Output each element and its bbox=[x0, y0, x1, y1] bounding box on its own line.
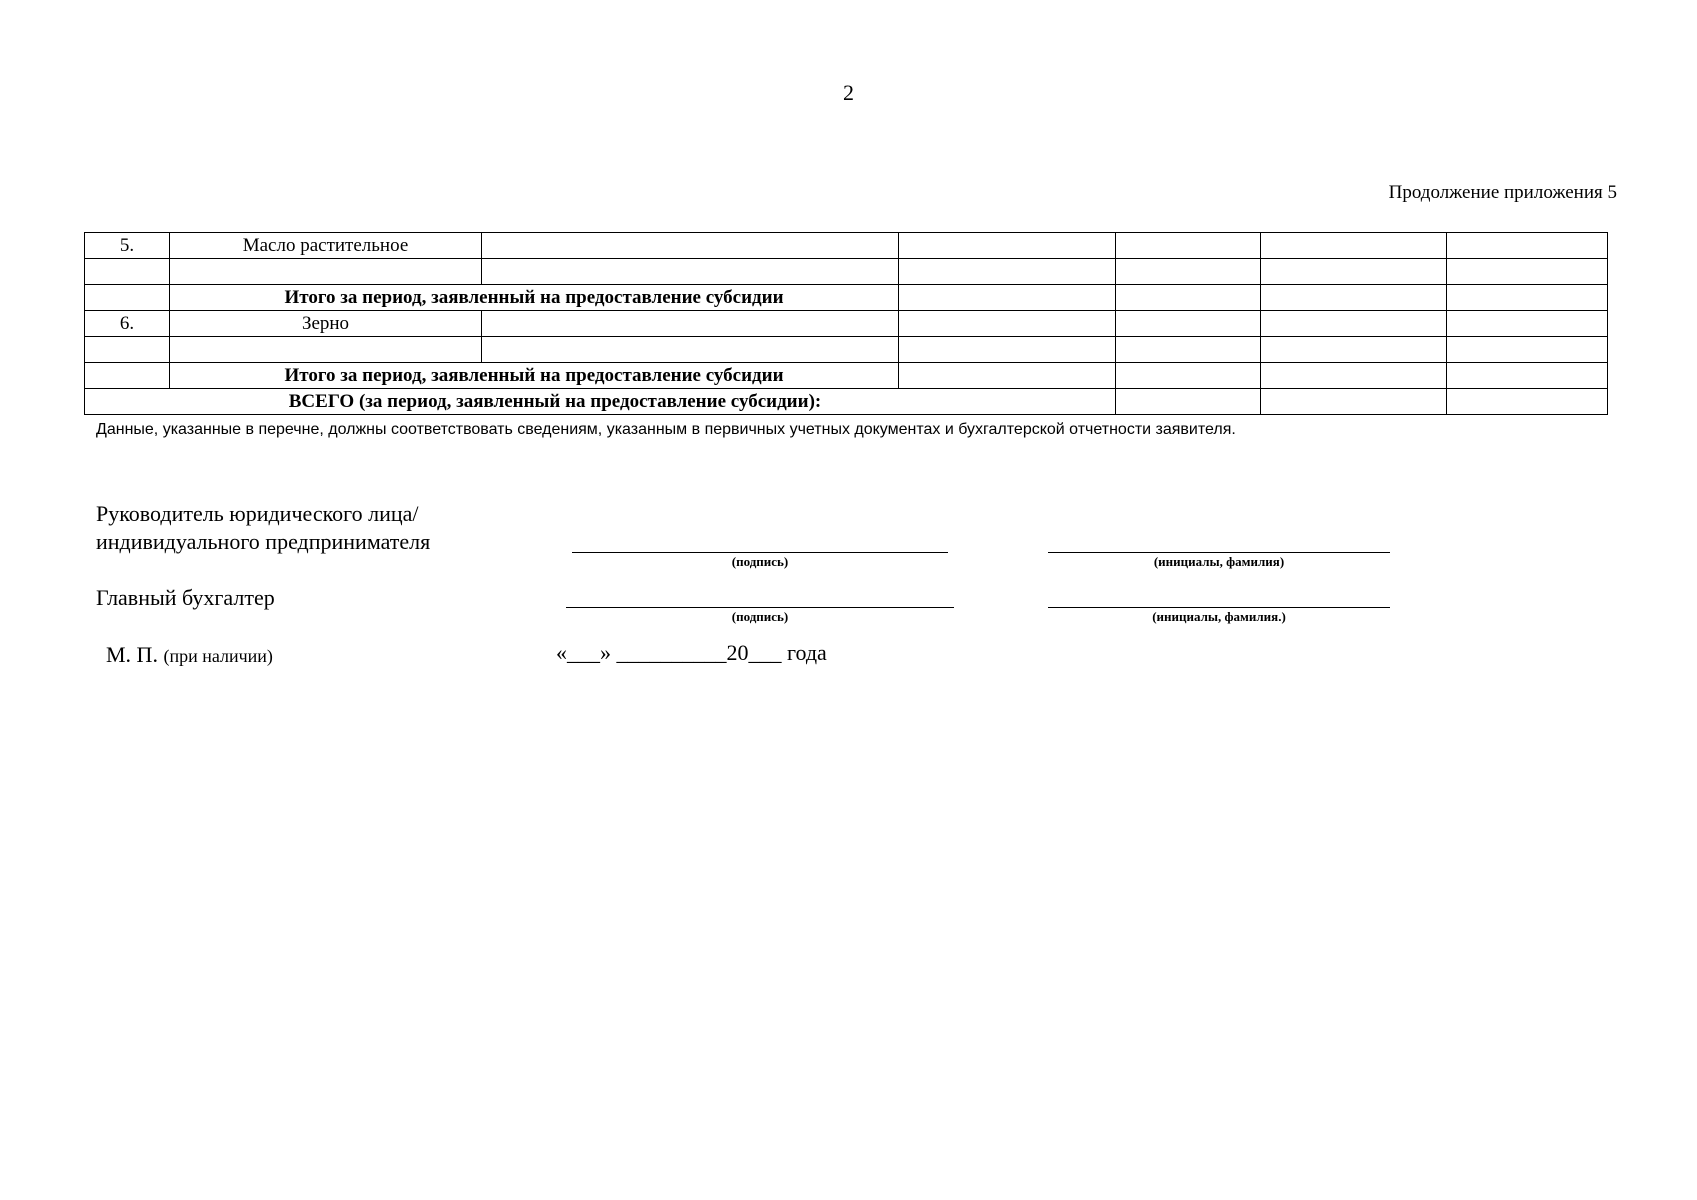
table-cell bbox=[1447, 259, 1608, 285]
accountant-signature-line[interactable] bbox=[566, 607, 954, 608]
table-row bbox=[85, 337, 1608, 363]
table-cell bbox=[1116, 389, 1261, 415]
row-number-cell: 6. bbox=[85, 311, 170, 337]
accountant-title: Главный бухгалтер bbox=[96, 585, 275, 610]
subtotal-row bbox=[85, 285, 1608, 311]
page-number: 2 bbox=[843, 80, 854, 105]
date-field[interactable]: «___» __________20___ года bbox=[556, 640, 827, 665]
signature-caption: (подпись) bbox=[731, 554, 789, 569]
table-row bbox=[85, 311, 1608, 337]
head-signature-line[interactable] bbox=[572, 552, 948, 553]
table-cell bbox=[1116, 337, 1261, 363]
table-cell bbox=[1261, 259, 1447, 285]
table-cell bbox=[1116, 311, 1261, 337]
head-title-line1: Руководитель юридического лица/ bbox=[96, 501, 419, 526]
table-cell bbox=[1116, 363, 1261, 389]
table-cell bbox=[1261, 389, 1447, 415]
table-cell bbox=[1261, 285, 1447, 311]
table-cell bbox=[1447, 233, 1608, 259]
table-cell bbox=[1116, 285, 1261, 311]
table-cell bbox=[899, 311, 1116, 337]
table-cell bbox=[899, 337, 1116, 363]
table-cell bbox=[1261, 337, 1447, 363]
table-cell bbox=[899, 363, 1116, 389]
table-cell bbox=[170, 259, 482, 285]
table-cell bbox=[1261, 363, 1447, 389]
table-cell bbox=[85, 285, 170, 311]
head-name-line[interactable] bbox=[1048, 552, 1390, 553]
footnote: Данные, указанные в перечне, должны соответствовать сведениям, указанным в первичных учетных документах и бухгалтерской отчетности заявителя. bbox=[96, 421, 1236, 438]
table-cell bbox=[1447, 311, 1608, 337]
subtotal-label: Итого за период, заявленный на предоставление субсидии bbox=[170, 363, 899, 389]
row-number-cell: 5. bbox=[85, 233, 170, 259]
subtotal-label: Итого за период, заявленный на предоставление субсидии bbox=[170, 285, 899, 311]
head-title-line2: индивидуального предпринимателя bbox=[96, 529, 431, 554]
accountant-name-line[interactable] bbox=[1048, 607, 1390, 608]
table-cell bbox=[1447, 337, 1608, 363]
table-cell bbox=[482, 311, 899, 337]
table-cell bbox=[1447, 389, 1608, 415]
stamp-place bbox=[106, 642, 273, 668]
stamp-label: М. П. bbox=[106, 642, 158, 667]
stamp-qualifier: (при наличии) bbox=[163, 646, 273, 666]
table-cell bbox=[1261, 311, 1447, 337]
grand-total-row bbox=[85, 389, 1608, 415]
subtotal-row bbox=[85, 363, 1608, 389]
table-cell bbox=[482, 233, 899, 259]
table-cell bbox=[1116, 233, 1261, 259]
table-cell bbox=[85, 363, 170, 389]
subsidy-table bbox=[84, 232, 1608, 415]
table-cell bbox=[899, 259, 1116, 285]
table-cell bbox=[482, 259, 899, 285]
table-cell bbox=[899, 233, 1116, 259]
table-cell bbox=[482, 337, 899, 363]
table-cell bbox=[1116, 259, 1261, 285]
continuation-note: Продолжение приложения 5 bbox=[1388, 182, 1617, 203]
product-name-cell: Масло растительное bbox=[170, 233, 482, 259]
name-caption: (инициалы, фамилия) bbox=[1153, 554, 1285, 569]
signature-caption: (подпись) bbox=[731, 609, 789, 624]
table-cell bbox=[85, 259, 170, 285]
table-cell bbox=[899, 285, 1116, 311]
name-caption: (инициалы, фамилия.) bbox=[1152, 609, 1286, 624]
table-row bbox=[85, 259, 1608, 285]
product-name-cell: Зерно bbox=[170, 311, 482, 337]
grand-total-label: ВСЕГО (за период, заявленный на предоставление субсидии): bbox=[85, 389, 1116, 415]
table-cell bbox=[170, 337, 482, 363]
table-cell bbox=[85, 337, 170, 363]
table-cell bbox=[1447, 285, 1608, 311]
table-row bbox=[85, 233, 1608, 259]
table-cell bbox=[1447, 363, 1608, 389]
table-cell bbox=[1261, 233, 1447, 259]
